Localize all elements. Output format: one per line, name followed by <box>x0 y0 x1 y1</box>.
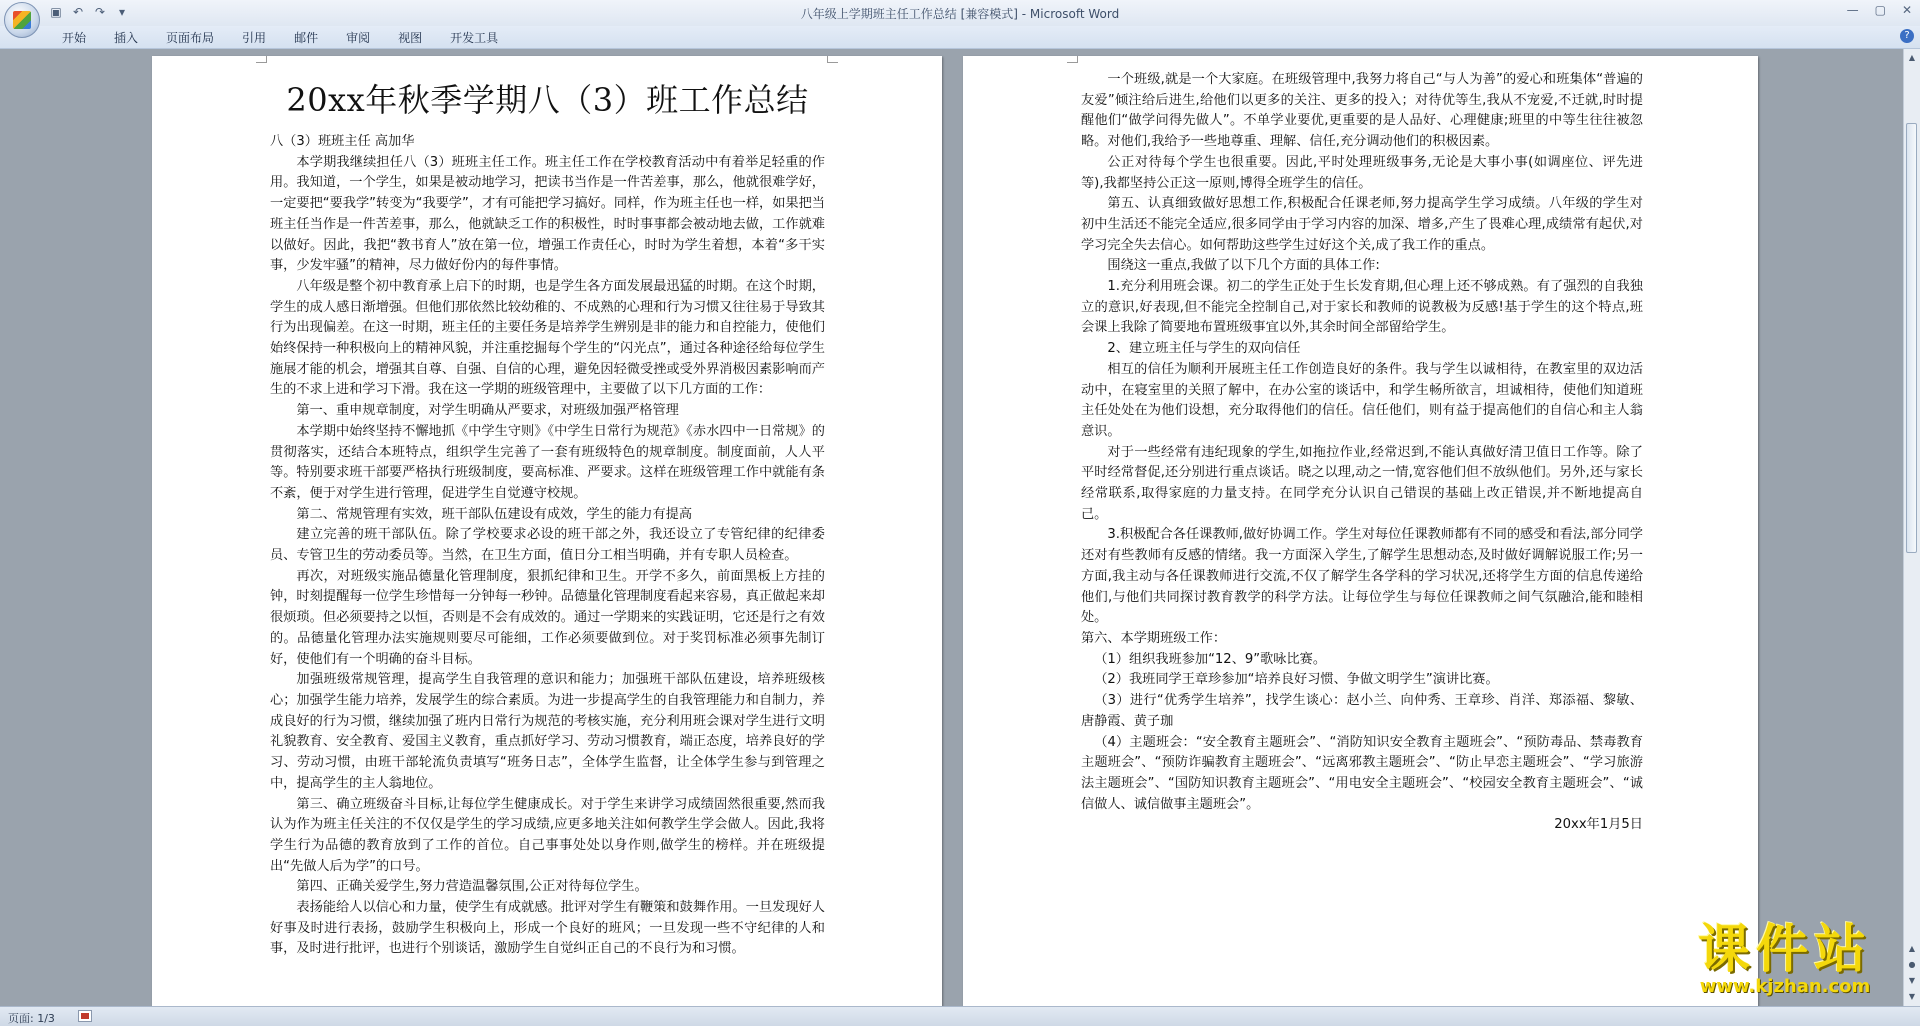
tab-review[interactable]: 审阅 <box>346 31 371 45</box>
watermark-url: www.kjzhan.com <box>1699 976 1871 997</box>
margin-corner-mark <box>256 56 267 63</box>
maximize-button[interactable]: ▢ <box>1874 3 1886 17</box>
minimize-button[interactable]: — <box>1846 3 1859 17</box>
margin-corner-mark <box>1067 56 1078 63</box>
tab-home[interactable]: 开始 <box>62 31 87 45</box>
section-heading: 第六、本学期班级工作： <box>1081 630 1227 646</box>
paragraph: 再次，对班级实施品德量化管理制度，狠抓纪律和卫生。开学不多久，前面黑板上方挂的钟，时刻提醒每一位学生珍惜每一分钟每一秒钟。品德量化管理制度看起来容易，真正做起来却很烦琐。但必须要持之以恒，否则是不会有成效的。通过一学期来的实践证明，它还是行之有效的。品德量化管理办法实施规则要尽可能细，工作必须要做到位。对于奖罚标准必须事先制订好，使他们有一个明确的奋斗目标。 <box>270 568 825 667</box>
list-item: （4）主题班会：“安全教育主题班会”、“消防知识安全教育主题班会”、“预防毒品、禁毒教育主题班会”、“预防诈骗教育主题班会”、“远离邪教主题班会”、“防止早恋主题班会”、“学习旅游法主题班会”、“国防知识教育主题班会”、“用电安全主题班会”、“校园安全教育主题班会”、“诚信做人、诚信做事主题班会”。 <box>1081 734 1643 812</box>
list-item: （3）进行“优秀学生培养”，找学生谈心：赵小兰、向仲秀、王章珍、肖洋、郑添福、黎敏、唐静霞、黄子珈 <box>1081 693 1643 729</box>
scrollbar-thumb[interactable] <box>1906 123 1917 553</box>
paragraph: 一个班级,就是一个大家庭。在班级管理中,我努力将自己“与人为善”的爱心和班集体“普遍的友爱”倾注给后进生,给他们以更多的关注、更多的投入；对待优等生,我从不宠爱,不迁就,时时提醒他们“做学问得先做人”。不单学业要优,更重要的是人品好、心理健康;班里的中等生往往被忽略。对他们,我给予一些地尊重、理解、信任,充分调动他们的积极因素。 <box>1081 72 1643 150</box>
document-page-2[interactable] <box>963 56 1758 1006</box>
document-date: 20xx年1月5日 <box>1554 817 1643 833</box>
redo-icon[interactable]: ↷ <box>94 5 106 19</box>
page-2-text <box>1081 70 1643 836</box>
list-item: （2）我班同学王章珍参加“培养良好习惯、争做文明学生”演讲比赛。 <box>1094 672 1499 688</box>
office-logo-icon <box>13 11 31 29</box>
save-icon[interactable]: ▣ <box>50 5 62 19</box>
tab-insert[interactable]: 插入 <box>114 31 139 45</box>
paragraph: 本学期我继续担任八（3）班班主任工作。班主任工作在学校教育活动中有着举足轻重的作用。我知道，一个学生，如果是被动地学习，把读书当作是一件苦差事，那么，他就很难学好，一定要把“要我学”转变为“我要学”，才有可能把学习搞好。同样，作为班主任也一样，如果把当班主任当作是一件苦差事，那么，他就缺乏工作的积极性，时时事事都会被动地去做，工作就难以做好。因此，我把“教书育人”放在第一位，增强工作责任心，时时为学生着想，本着“多干实事，少发牢骚”的精神，尽力做好份内的每件事情。 <box>270 154 825 274</box>
proofing-status-icon[interactable] <box>78 1010 92 1022</box>
window-controls <box>1847 3 1912 17</box>
scroll-up-icon[interactable]: ▲ <box>1908 53 1916 62</box>
paragraph: 1.充分利用班会课。初二的学生正处于生长发育期,但心理上还不够成熟。有了强烈的自我独立的意识,好表现,但不能完全控制自己,对于家长和教师的说教极为反感!基于学生的这个特点,班会课上我除了简要地布置班级事宜以外,其余时间全部留给学生。 <box>1081 279 1643 336</box>
paragraph: 对于一些经常有违纪现象的学生,如拖拉作业,经常迟到,不能认真做好清卫值日工作等。除了平时经常督促,还分别进行重点谈话。晓之以理,动之一情,宽容他们但不放纵他们。另外,还与家长经常联系,取得家庭的力量支持。在同学充分认识自己错误的基础上改正错误,并不断地提高自己。 <box>1081 444 1643 522</box>
undo-icon[interactable]: ↶ <box>72 5 84 19</box>
tab-mailings[interactable]: 邮件 <box>294 31 319 45</box>
site-watermark <box>1665 922 1905 997</box>
paragraph: 3.积极配合各任课教师,做好协调工作。学生对每位任课教师都有不同的感受和看法,部分同学还对有些教师有反感的情绪。我一方面深入学生,了解学生思想动态,及时做好调解说服工作;另一方面,我主动与各任课教师进行交流,不仅了解学生各学科的学习状况,还将学生方面的信息传递给他们,与他们共同探讨教育教学的科学方法。让每位学生与每位任课教师之间气氛融洽,能和睦相处。 <box>1081 527 1643 626</box>
page-1-text <box>270 70 825 960</box>
paragraph: 本学期中始终坚持不懈地抓《中学生守则》《中学生日常行为规范》《赤水四中一日常规》的贯彻落实，还结合本班特点，组织学生完善了一套有班级特色的规章制度。制度面前，人人平等。特别要求班干部要严格执行班级制度，要高标准、严要求。这样在班级管理工作中就能有条不紊，便于对学生进行管理，促进学生自觉遵守校规。 <box>270 423 825 501</box>
paragraph: 相互的信任为顺利开展班主任工作创造良好的条件。我与学生以诚相待，在教室里的双边活动中，在寝室里的关照了解中，在办公室的谈话中，和学生畅所欲言，坦诚相待，使他们知道班主任处处在为他们设想，充分取得他们的信任。信任他们，则有益于提高他们的自信心和主人翁意识。 <box>1081 361 1643 439</box>
section-heading: 第二、常规管理有实效，班干部队伍建设有成效，学生的能力有提高 <box>296 506 693 522</box>
tab-page-layout[interactable]: 页面布局 <box>166 31 215 45</box>
section-heading: 第一、重申规章制度，对学生明确从严要求，对班级加强严格管理 <box>296 403 679 419</box>
paragraph: 加强班级常规管理，提高学生自我管理的意识和能力；加强班干部队伍建设，培养班级核心；加强学生能力培养，发展学生的综合素质。为进一步提高学生的自我管理能力和自制力，养成良好的行为习惯，继续加强了班内日常行为规范的考核实施，充分利用班会课对学生进行文明礼貌教育、安全教育、爱国主义教育，重点抓好学习、劳动习惯教育，端正态度，培养良好的学习、劳动习惯，由班干部轮流负责填写“班务日志”，全体学生监督，让全体学生参与到管理之中，提高学生的主人翁地位。 <box>270 672 825 791</box>
next-page-icon[interactable]: ▼ <box>1908 976 1916 985</box>
document-page-1[interactable] <box>152 56 942 1006</box>
watermark-text: 课件站 <box>1697 920 1872 980</box>
author-line: 八（3）班班主任 高加华 <box>270 134 415 149</box>
office-button[interactable] <box>4 2 40 38</box>
subsection-heading: 2、建立班主任与学生的双向信任 <box>1107 341 1301 357</box>
paragraph: 第三、确立班级奋斗目标,让每位学生健康成长。对于学生来讲学习成绩固然很重要,然而我认为作为班主任关注的不仅仅是学生的学习成绩,应更多地关注如何教学生学会做人。因此,我将学生行为品德的教育放到了工作的首位。自己事事处处以身作则,做学生的榜样。并在班级提出“先做人后为学”的口号。 <box>270 796 825 874</box>
document-title: 20xx年秋季学期八（3）班工作总结 <box>286 81 809 119</box>
margin-corner-mark <box>827 56 838 63</box>
window-title: 八年级上学期班主任工作总结 [兼容模式] - Microsoft Word <box>800 7 1120 21</box>
ribbon-tab-bar <box>0 26 1920 49</box>
help-icon[interactable]: ? <box>1900 29 1914 43</box>
title-bar <box>0 0 1920 27</box>
paragraph: 八年级是整个初中教育承上启下的时期，也是学生各方面发展最迅猛的时期。在这个时期，学生的成人感日渐增强。但他们那依然比较幼稚的、不成熟的心理和行为习惯又往往易于导致其行为出现偏差。在这一时期，班主任的主要任务是培养学生辨别是非的能力和自控能力，使他们始终保持一种积极向上的精神风貌，并注重挖掘每个学生的“闪光点”，通过各种途径给每位学生施展才能的机会，增强其自尊、自强、自信的心理，避免因轻微受挫或受外界消极因素影响而产生的不求上进和学习下滑。我在这一学期的班级管理中，主要做了以下几方面的工作： <box>270 278 825 398</box>
tab-view[interactable]: 视图 <box>398 31 423 45</box>
list-item: （1）组织我班参加“12、9”歌咏比赛。 <box>1094 651 1327 667</box>
tab-developer[interactable]: 开发工具 <box>450 31 499 45</box>
document-area[interactable] <box>0 49 1904 1006</box>
section-heading: 第五、认真细致做好思想工作,积极配合任课老师,努力提高学生学习成绩。八年级的学生对初中生活还不能完全适应,很多同学由于学习内容的加深、增多,产生了畏难心理,成绩常有起伏,对学习完全失去信心。如何帮助这些学生过好这个关,成了我工作的重点。 <box>1081 196 1643 253</box>
customize-icon[interactable]: ▾ <box>118 5 126 19</box>
paragraph: 围绕这一重点,我做了以下几个方面的具体工作: <box>1107 258 1380 274</box>
scroll-down-icon[interactable]: ▼ <box>1908 992 1916 1001</box>
browse-object-icon[interactable]: ● <box>1908 960 1916 969</box>
page-indicator[interactable]: 页面: 1/3 <box>8 1012 55 1025</box>
paragraph: 公正对待每个学生也很重要。因此,平时处理班级事务,无论是大事小事(如调座位、评先进等),我都坚持公正这一原则,博得全班学生的信任。 <box>1081 154 1643 191</box>
paragraph: 表扬能给人以信心和力量，使学生有成就感。批评对学生有鞭策和鼓舞作用。一旦发现好人好事及时进行表扬，鼓励学生积极向上，形成一个良好的班风；一旦发现一些不守纪律的人和事，及时进行批评，也进行个别谈话，激励学生自觉纠正自己的不良行为和习惯。 <box>270 900 825 957</box>
vertical-scrollbar[interactable] <box>1903 49 1920 1006</box>
status-bar <box>0 1006 1920 1026</box>
close-button[interactable]: ✕ <box>1901 3 1912 17</box>
paragraph: 建立完善的班干部队伍。除了学校要求必设的班干部之外，我还设立了专管纪律的纪律委员、专管卫生的劳动委员等。当然，在卫生方面，值日分工相当明确，并有专职人员检查。 <box>270 527 825 564</box>
prev-page-icon[interactable]: ▲ <box>1908 944 1916 953</box>
section-heading: 第四、正确关爱学生,努力营造温馨氛围,公正对待每位学生。 <box>296 879 648 895</box>
tab-references[interactable]: 引用 <box>242 31 267 45</box>
